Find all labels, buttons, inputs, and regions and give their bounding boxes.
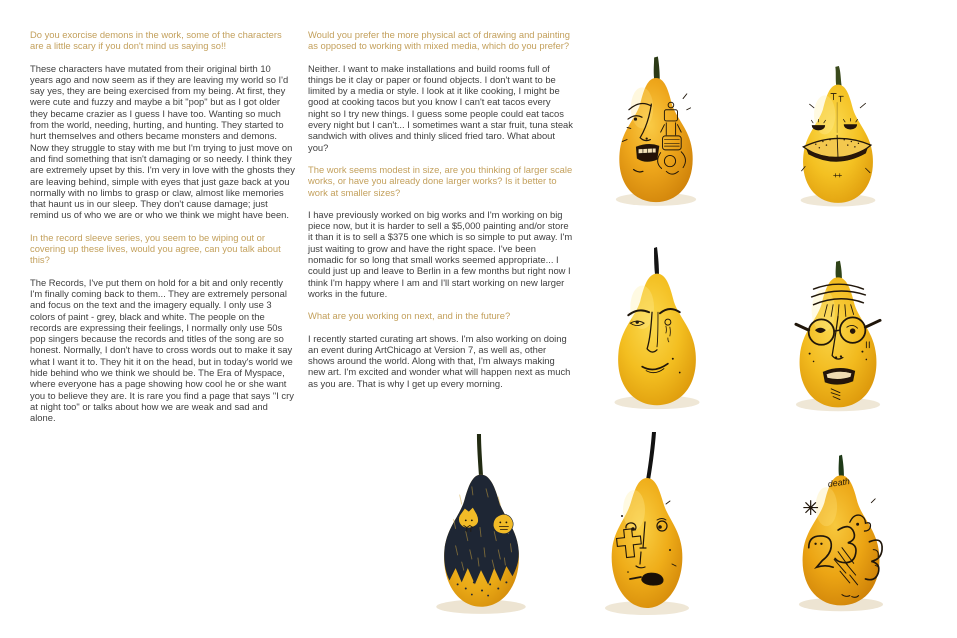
interview-answer: I have previously worked on big works and I'm working on big piece now, but it is harder to sell a $5,000 painting and/or store it than it is to sell a $375 one which is so simple to put away. I'm just waiting to grow and have the right space. I've been nomadic for so long that small works seemed appropriate... I could just up and leave to Berlin in a few months but right now I think I'm happy where I am and I'll start working on new larger works in the future. [308, 208, 573, 299]
gourd-photo-5 [424, 434, 538, 622]
gourd-body [612, 478, 683, 608]
stem [836, 261, 842, 279]
gourd-photo-3 [602, 244, 712, 422]
interview-question: Do you exorcise demons in the work, some of the characters are a little scary if you don't mind us saying so!! [30, 29, 282, 52]
stem [839, 455, 844, 477]
stem [654, 247, 659, 275]
interview-answer: The Records, I've put them on hold for a bit and only recently I'm finally coming back to them... They are extremely personal and focus on the text and the imagery equally. I only use 3 colors of paint - grey, black and white. The people on the records are expressing their feelings, I normally only use 50s pop singers because the records and titles of the song are so honest. Normally, I don't have to cross words out to make it say what I want it to. They hit it on the head, but in today's world we hide behind who we think we should be. The Era of Myspace, where everyone has a page showing how cool he or she want you to believe they are. It is rare you find a page that says "I cry at night too" or talks about how we are weak and sad and alone. [30, 276, 294, 424]
gourd-glasses-illustration [782, 248, 894, 424]
gourd-photo-1 [600, 50, 712, 218]
interview-question: In the record sleeve series, you seem to be wiping out or covering up these lives, would you agree, can you talk about this? [30, 231, 281, 266]
gourd-body [618, 274, 696, 406]
sparkle-mark [804, 501, 818, 515]
gourd-blob-mouth-illustration [592, 432, 702, 622]
interview-column-2 [308, 29, 573, 400]
gourd-grimace-illustration [600, 50, 712, 218]
gourd-photo-4 [782, 248, 894, 424]
stem [646, 432, 656, 480]
interview-question: Would you prefer the more physical act of drawing and painting as opposed to working with mixed media, which do you prefer? [308, 29, 570, 52]
interview-column-1 [30, 29, 295, 435]
death-label: death [827, 476, 851, 490]
gourd-body [619, 78, 692, 202]
interview-answer: These characters have mutated from their original birth 10 years ago and now seem as if they are leaving my world so I'd say yes, they are being exercised from my being. At first, they were cute and fuzzy and maybe a bit "pop" but as I got older they became crazier as I guess I have too. Wanting so much from the world, needing, hurting, and hunting. They started to hurt themselves and others became monsters and demons. Now they struggle to stay with me but I'm trying to just move on and find something that isn't damaging or so needy. I think they are extremely upset by this. I'm very in love with the ghosts they are leaving behind, simple with eyes that just gaze back at you normally with no limbs to grasp or claw, almost like memories that haunt us in our sleep. They don't cause damage; just remind us of who we are or who we think we might have been. [30, 62, 295, 221]
stem [477, 434, 483, 476]
gourd-grin-illustration [784, 58, 892, 218]
interview-question: The work seems modest in size, are you thinking of larger scale works, or have you already done larger works? Is it better to work at smaller sizes? [308, 163, 573, 198]
gourd-dark-painted-illustration [424, 434, 538, 622]
interview-answer: Neither. I want to make installations and build rooms full of things be it clay or paper or found objects. I don't want to be limited by a media or style. I look at it like cooking, I might be good at cooking tacos but you know I can't eat tacos every night so I try new things. I guess some people could eat tacos every night but I can't... I sometimes want a star fruit, tuna steak sandwich with olives and thinly sliced fried taro. What about you? [308, 62, 573, 153]
stem [654, 57, 660, 79]
gourd-photo-7 [786, 446, 896, 622]
interview-answer: I recently started curating art shows. I'm also working on doing an event during ArtChicago at Version 7, as well as, other shows around the world. Along with that, I'm always making new art. I'm excited and wonder what will happen next as much as you are. That is why I get up every morning. [308, 332, 571, 389]
stem [835, 66, 841, 86]
gourd-smirk-illustration [602, 244, 712, 422]
interview-question: What are you working on next, and in the future? [308, 310, 511, 322]
gourd-body [803, 475, 880, 605]
gourd-photo-2 [784, 58, 892, 218]
gourd-photo-6 [592, 432, 702, 622]
gourd-death-squirrel-illustration [786, 446, 896, 622]
